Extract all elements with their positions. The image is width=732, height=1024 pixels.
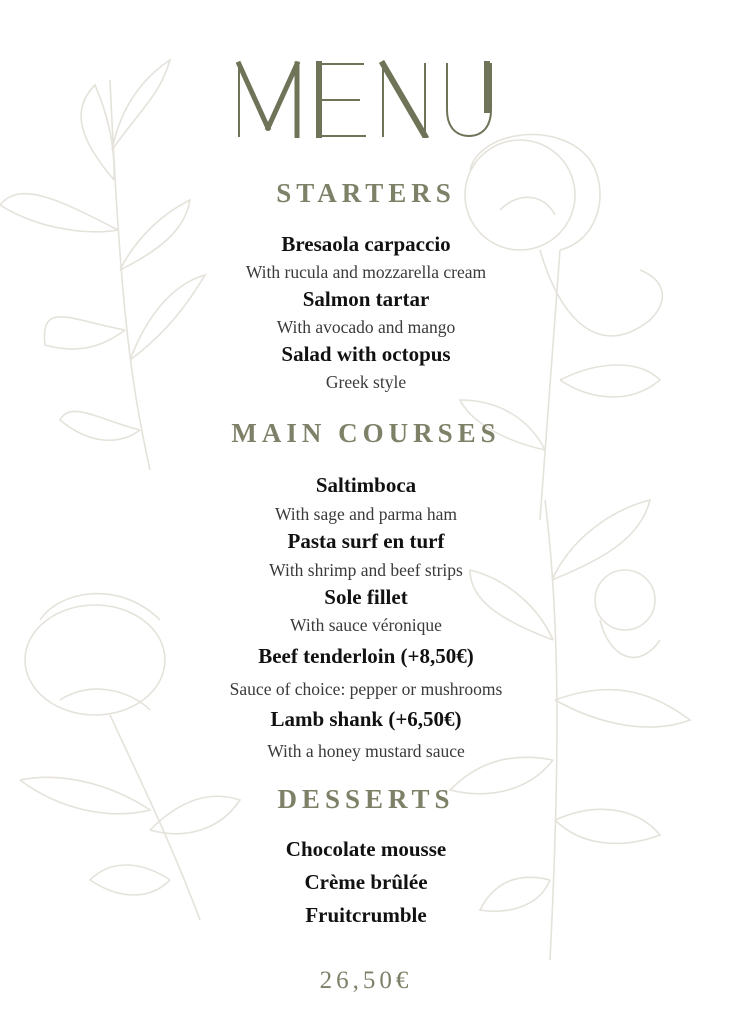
dish-description: With rucula and mozzarella cream (245, 262, 487, 282)
dish-description: With sauce véronique (290, 615, 442, 635)
dish-name: Beef tenderloin (+8,50€) (258, 644, 474, 668)
section-heading-starters: STARTERS (276, 178, 456, 208)
dish-name: Salad with octopus (281, 342, 451, 366)
section-heading-desserts: DESSERTS (277, 784, 455, 814)
section-heading-main-courses: MAIN COURSES (231, 418, 501, 448)
menu-price: 26,50€ (319, 967, 413, 994)
dish-description: With shrimp and beef strips (269, 560, 463, 580)
dish-name: Bresaola carpaccio (281, 232, 451, 256)
menu-title (0, 58, 732, 138)
dish-name: Chocolate mousse (285, 837, 447, 861)
dish-name: Crème brûlée (304, 870, 428, 894)
dish-name: Saltimboca (315, 473, 417, 497)
dish-name: Salmon tartar (302, 287, 430, 311)
dish-description: With avocado and mango (276, 317, 456, 337)
dish-description: Greek style (325, 372, 407, 392)
dish-name: Fruitcrumble (305, 903, 427, 927)
dish-description: Sauce of choice: pepper or mushrooms (229, 679, 503, 699)
dish-name: Pasta surf en turf (287, 529, 445, 553)
menu-title-logo (235, 58, 497, 138)
dish-description: With sage and parma ham (274, 504, 457, 524)
dish-name: Lamb shank (+6,50€) (270, 707, 462, 731)
dish-name: Sole fillet (324, 585, 408, 609)
dish-description: With a honey mustard sauce (267, 741, 465, 761)
